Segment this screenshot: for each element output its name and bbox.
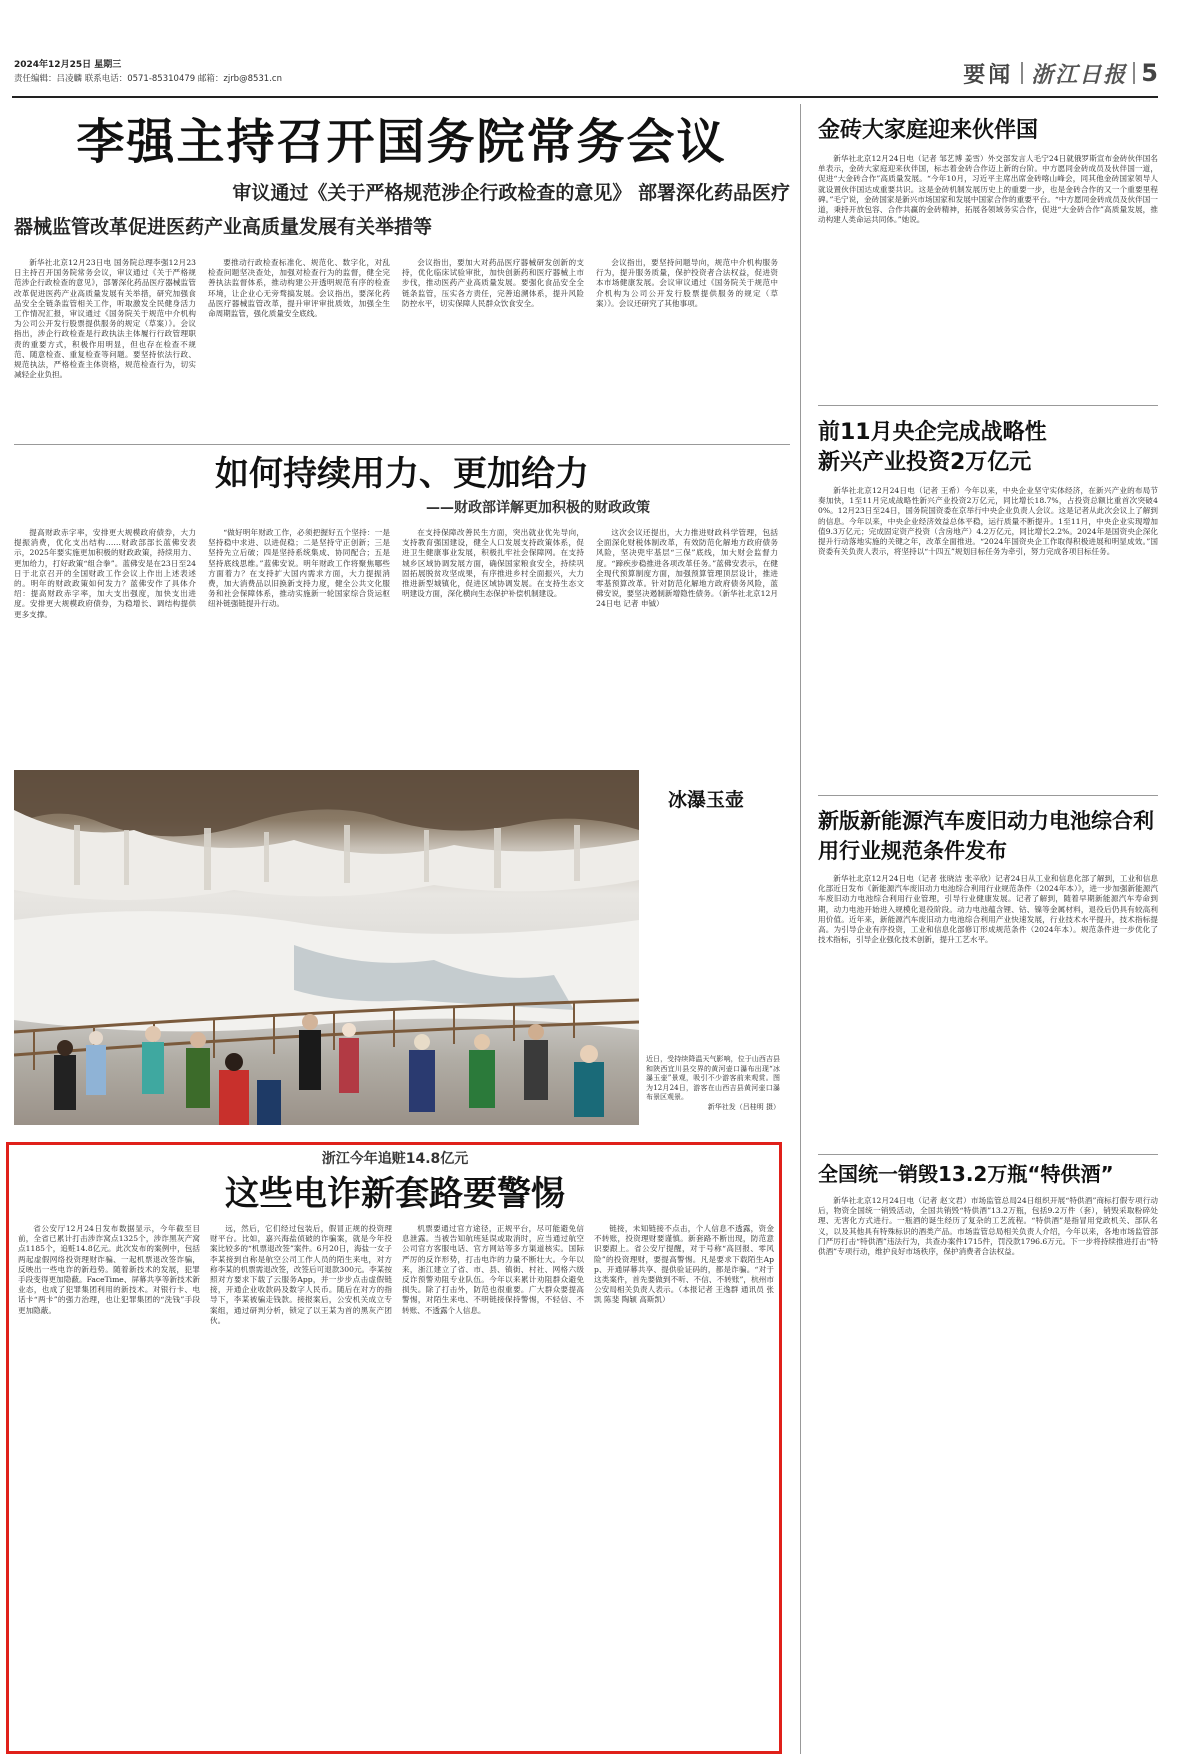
date-line: 2024年12月25日 星期三	[14, 60, 122, 70]
right-headline-1: 金砖大家庭迎来伙伴国	[818, 118, 1039, 143]
right-body-3: 新华社北京12月24日电（记者 张晓洁 张辛欣）记者24日从工业和信息化部了解到，工业和信息化部近日发布《新能源汽车废旧动力电池综合利用行业规范条件（2024年本）》，进一步加强新能源汽车废旧动力电池综合利用行业管理，引导行业健康发展。记者了解到，随着早期新能源汽车寿命到期，动力电池开始进入规模化退役阶段。动力电池蕴含锂、钴、镍等金属材料，退役后仍具有较高利用价值。近年来，新能源汽车废旧动力电池综合利用产业快速发展，行业技术水平提升，技术指标提高。为引导企业有序投资，工业和信息化部修订形成规范条件（2024年本）。规范条件进一步优化了技术指标，引导企业强化技术创新，提升工艺水平。	[818, 874, 1158, 945]
right-body-1: 新华社北京12月24日电（记者 邹艺博 姜雪）外交部发言人毛宁24日就俄罗斯宣布金砖伙伴国名单表示，金砖大家庭迎来伙伴国，标志着金砖合作迈上新的台阶。中方愿同金砖成员及伙伴国一道，促进“大金砖合作”高质量发展。“今年10月，习近平主席出席金砖喀山峰会，同其他金砖国家领导人就设置伙伴国达成重要共识。这是金砖机制发展历史上的重要一步，也是金砖合作的又一个重要里程碑。”毛宁说，金砖国家是新兴市场国家和发展中国家合作的重要平台。“中方愿同金砖成员及伙伴国一道，秉持开放包容、合作共赢的金砖精神，拓展各领域务实合作，促进“大金砖合作”高质量发展，推动构建人类命运共同体。”她说。	[818, 154, 1158, 225]
paper-name: 浙江日报	[1031, 61, 1128, 88]
right-headline-2: 前11月央企完成战略性新兴产业投资2万亿元	[818, 420, 1047, 475]
telecom-column-4: 链接，未知链接不点击，个人信息不透露，资金不转账，投资理财要谨慎。新套路不断出现，防范意识要跟上。省公安厅提醒，对于号称“高回报、零风险”的投资理财，要提高警惕。凡是要求下载陌生App、开通屏幕共享、提供验证码的，都是诈骗。“对于这类案件，首先要做到不听、不信、不转账”，杭州市公安局相关负责人表示。（本报记者 王逸群 通讯员 张凯 陈斐 陶颖 高斯凯）	[594, 1224, 774, 1305]
lead-column-4: 会议指出，要坚持问题导向，规范中介机构服务行为，提升服务质量，保护投资者合法权益，促进资本市场健康发展。会议审议通过《国务院关于规范中介机构为公司公开发行股票提供服务的规定（草案）》。会议还研究了其他事项。	[596, 258, 778, 308]
lead-headline: 李强主持召开国务院常务会议	[76, 114, 727, 170]
fiscal-column-1: 提高财政赤字率，安排更大规模政府债券，大力提振消费，优化支出结构……财政部部长蓝佛安表示，2025年要实施更加积极的财政政策，持续用力、更加给力，打好政策“组合拳”。蓝佛安是在23日至24日于北京召开的全国财政工作会议上作出上述表述的。明年的财政政策如何发力？蓝佛安作了具体介绍：提高财政赤字率，加大支出强度，加快支出进度。安排更大规模政府债券，为稳增长、调结构提供更多支撑。	[14, 528, 196, 619]
lead-column-1: 新华社北京12月23日电 国务院总理李强12月23日主持召开国务院常务会议，审议通过《关于严格规范涉企行政检查的意见》，部署深化药品医疗器械监管改革促进医药产业高质量发展有关举措，研究加强食品安全全链条监管相关工作，听取激发全民健身活力工作情况汇报，审议通过《国务院关于规范中介机构为公司公开发行股票提供服务的规定（草案）》。会议指出，涉企行政检查是行政执法主体履行行政管理职责的重要方式，积极作用明显，但也存在检查不规范、随意检查、重复检查等问题。要坚持依法行政、规范执法，严格检查主体资格，规范检查行为，切实减轻企业负担。	[14, 258, 196, 380]
editor-line: 责任编辑：吕凌麟 联系电话：0571-85310479 邮箱：zjrb@8531.cn	[14, 74, 282, 84]
fiscal-subhead: ——财政部详解更加积极的财政政策	[426, 500, 650, 516]
masthead-right	[858, 56, 1158, 90]
column-separator	[800, 104, 801, 1754]
divider	[1021, 62, 1023, 84]
fiscal-headline: 如何持续用力、更加给力	[215, 454, 589, 494]
photo-caption: 近日，受持续降温天气影响，位于山西吉县和陕西宜川县交界的黄河壶口瀑布出现“冰瀑玉壶”景观，吸引不少游客前来观赏。图为12月24日，游客在山西吉县黄河壶口瀑布景区观景。 新华社发（吕桂明 摄）	[646, 1055, 780, 1111]
masthead-rule	[12, 96, 1158, 98]
page-number: 5	[1141, 59, 1158, 87]
lead-column-2: 要推动行政检查标准化、规范化、数字化，对乱检查问题坚决查处，加强对检查行为的监督，健全完善执法监督体系，推动构建公开透明规范有序的检查环境，让企业心无旁骛搞发展。会议指出，要深化药品医疗器械监管改革，提升审评审批质效，加强全生命周期监管，强化质量安全底线。	[208, 258, 390, 319]
right-body-2: 新华社北京12月24日电（记者 王希）今年以来，中央企业坚守实体经济，在新兴产业的布局节奏加快，1至11月完成战略性新兴产业投资2万亿元，同比增长18.7%，占投资总额比重首次突破40%。12月23日至24日，国务院国资委在京举行中央企业负责人会议。这是记者从此次会议上了解到的信息。今年以来，中央企业经济效益总体平稳，运行质量不断提升。1至11月，中央企业实现增加值9.3万亿元；完成固定资产投资（含房地产）4.2万亿元，同比增长2.2%。2024年是国资央企深化提升行动落地实施的关键之年，改革全面推进。“2024年国资央企工作取得积极进展和明显成效。”国资委有关负责人表示，将坚持以“十四五”规划目标任务为牵引，努力完成各项目标任务。	[818, 486, 1158, 557]
telecom-column-2: 远，然后，它们经过包装后，假冒正规的投资理财平台。比如，嘉兴海盐侦破的诈骗案，就是今年投案比较多的“机票退改签”案件。6月20日，海盐一女子李某接到自称是航空公司工作人员的陌生来电，对方称李某的机票需退改签，改签后可退款300元。李某按照对方要求下载了云服务App，并一步步点击虚假链接，开通企业收款码及数字人民币。随后在对方的指导下，李某被骗走钱款。接报案后，公安机关成立专案组，通过研判分析，锁定了以王某为首的黑灰产团伙。	[210, 1224, 392, 1325]
photo-credit: 新华社发（吕桂明 摄）	[707, 1102, 780, 1111]
fiscal-column-2: “做好明年财政工作，必须把握好五个坚持：一是坚持稳中求进、以进促稳；二是坚持守正创新；三是坚持先立后破；四是坚持系统集成、协同配合；五是坚持底线思维。”蓝佛安说。明年财政工作将聚焦哪些方面着力？在支持扩大国内需求方面，大力提振消费，加大消费品以旧换新支持力度，健全公共文化服务和社会保障体系，推动实施新一轮国家综合货运枢纽补链强链提升行动。	[208, 528, 390, 609]
lead-column-3: 会议指出，要加大对药品医疗器械研发创新的支持，优化临床试验审批，加快创新药和医疗器械上市步伐，推动医药产业高质量发展。要强化食品安全全链条监管，压实各方责任，完善追溯体系，提升风险防控水平，切实保障人民群众饮食安全。	[402, 258, 584, 308]
photo-title: 冰瀑玉壶	[668, 789, 745, 811]
telecom-column-3: 机票要通过官方途径，正规平台，尽可能避免信息泄露。当被告知航班延误或取消时，应当通过航空公司官方客服电话、官方网站等多方渠道核实。国际严厉的反诈形势，打击电诈的力量不断壮大。今年以来，浙江建立了省、市、县、镇街、村社、网格六级反诈预警劝阻专业队伍。今年以来累计劝阻群众避免损失。除了打击外，防范也很重要。广大群众要提高警惕，对陌生来电、不明链接保持警惕，不轻信、不转账、不透露个人信息。	[402, 1224, 584, 1315]
divider	[1133, 62, 1135, 84]
right-body-4: 新华社北京12月24日电（记者 赵文君）市场监管总局24日组织开展“特供酒”商标打假专项行动后，物资全国统一销毁活动，全国共销毁“特供酒”13.2万瓶，包括9.2万件（套），销毁采取粉碎处理、无害化方式进行。一瓶酒的诞生经历了复杂的工艺流程。“特供酒”是指冒用党政机关、部队名义，以及其他具有特殊标识的酒类产品。市场监管总局相关负责人介绍，今年以来，各地市场监管部门严厉打击“特供酒”违法行为，共查办案件1715件，罚没款1796.6万元。下一步将持续推进打击“特供酒”专项行动，维护良好市场秩序，保护消费者合法权益。	[818, 1196, 1158, 1257]
lead-subhead-1: 审议通过《关于严格规范涉企行政检查的意见》 部署深化药品医疗	[232, 182, 790, 204]
right-rule-2	[818, 795, 1158, 796]
telecom-headline: 这些电诈新套路要警惕	[225, 1174, 565, 1214]
section-label: 要闻	[963, 62, 1014, 88]
section-rule	[14, 444, 790, 445]
fiscal-column-4: 这次会议还提出，大力推进财政科学管理，包括全面深化财税体制改革，有效防范化解地方政府债务风险，坚决兜牢基层“三保”底线，加大财会监督力度。“蹄疾步稳推进各项改革任务。”蓝佛安表示，在健全现代预算制度方面，加强预算管理顶层设计，推进零基预算改革。针对防范化解地方政府债务风险，蓝佛安说，要坚决遏制新增隐性债务。（新华社北京12月24日电 记者 申铖）	[596, 528, 778, 609]
fiscal-column-3: 在支持保障改善民生方面，突出就业优先导向，支持教育强国建设，健全人口发展支持政策体系，促进卫生健康事业发展，积极扎牢社会保障网。在支持城乡区域协调发展方面，确保国家粮食安全，持续巩固拓展脱贫攻坚成果，有序推进乡村全面振兴，大力推进新型城镇化，促进区域协调发展。在支持生态文明建设方面，深化横向生态保护补偿机制建设。	[402, 528, 584, 599]
telecom-kicker: 浙江今年追赃14.8亿元	[321, 1151, 469, 1167]
right-headline-3: 新版新能源汽车废旧动力电池综合利用行业规范条件发布	[818, 809, 1154, 863]
right-rule-3	[818, 1154, 1158, 1155]
right-headline-4: 全国统一销毁13.2万瓶“特供酒”	[818, 1162, 1114, 1186]
right-rule-1	[818, 405, 1158, 406]
telecom-column-1: 省公安厅12月24日发布数据显示，今年截至目前，全省已累计打击涉诈窝点1325个，涉诈黑灰产窝点1185个，追赃14.8亿元。此次发布的案例中，包括两起虚假网络投资理财诈骗、一起机票退改签诈骗，反映出一些电诈的新趋势。随着新技术的发展，犯罪手段变得更加隐蔽。FaceTime、屏幕共享等新技术新业态，也成了犯罪集团利用的新技术。对银行卡、电话卡“两卡”的强力治理，也让犯罪集团的“洗钱”手段更加隐蔽。	[18, 1224, 200, 1315]
waterfall-photo	[14, 770, 639, 1125]
lead-subhead-2: 器械监管改革促进医药产业高质量发展有关举措等	[14, 216, 433, 238]
